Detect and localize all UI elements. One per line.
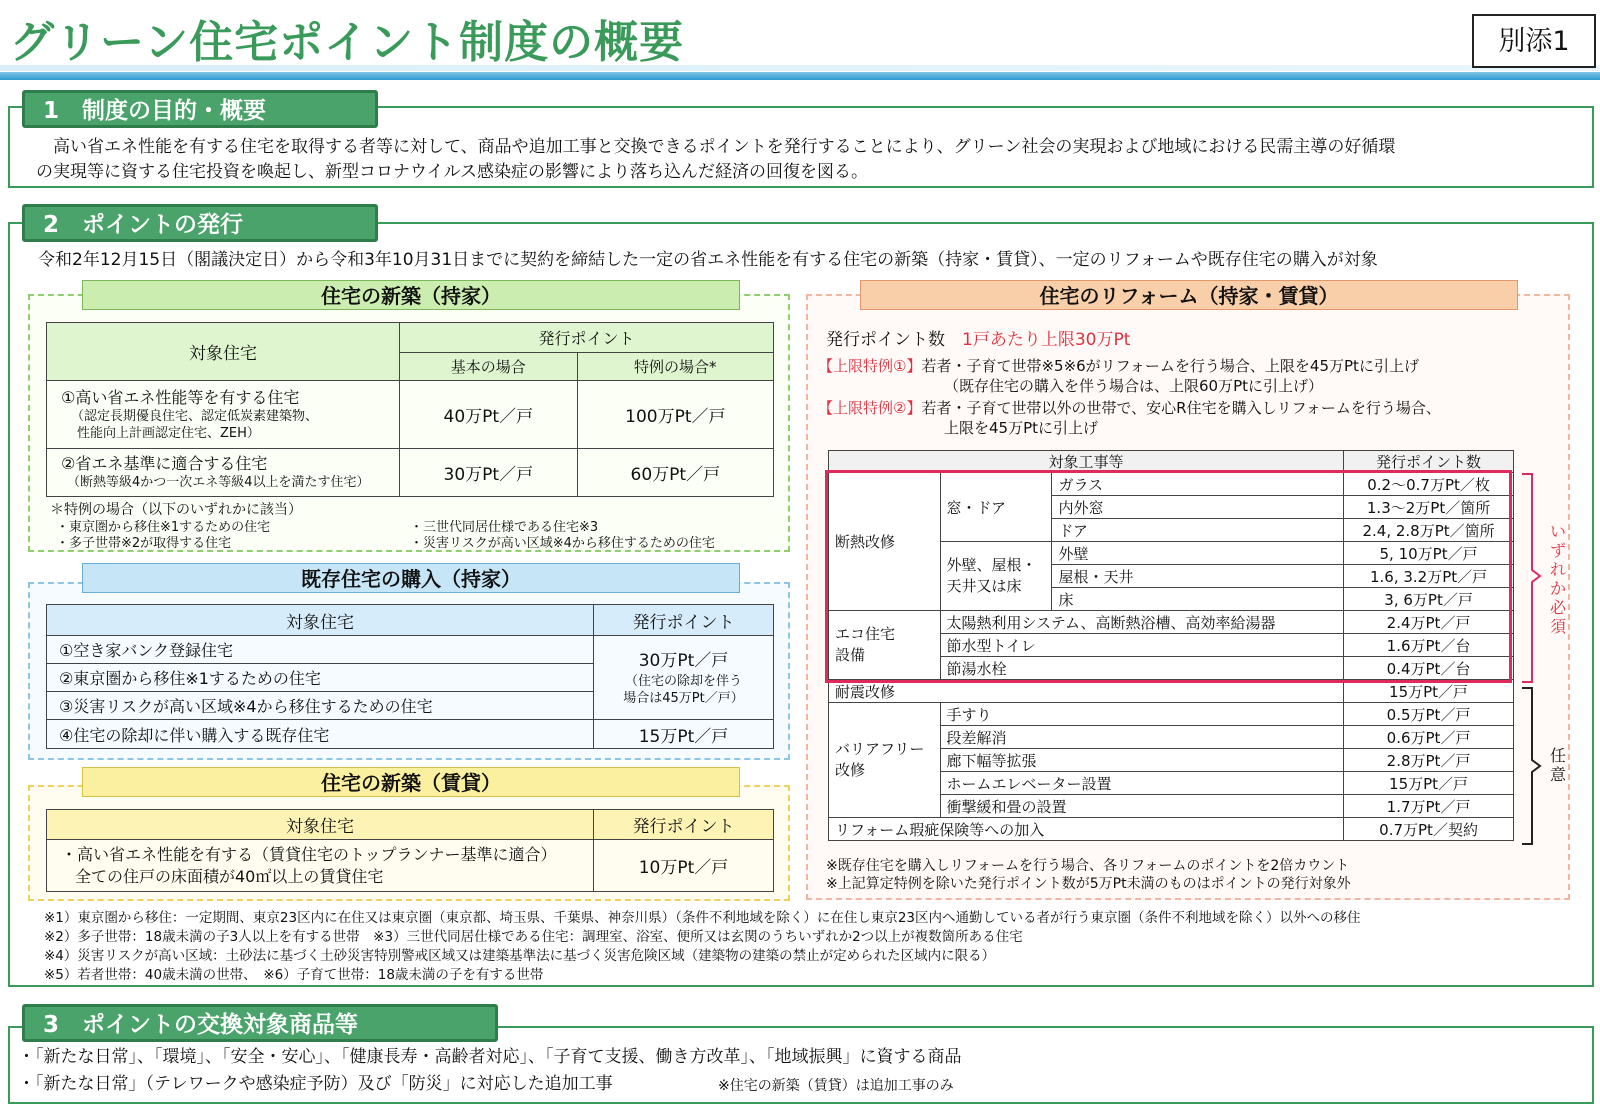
new-own-col-special: 特例の場合* <box>577 353 773 381</box>
new-rent-table <box>46 809 774 892</box>
reform-item-solar: 太陽熱利用システム、高断熱浴槽、高効率給湯器 <box>940 611 1344 634</box>
reform-item-floor: 床 <box>1052 588 1344 611</box>
reform-special2 <box>818 398 1441 418</box>
existing-points-cell <box>594 636 774 720</box>
existing-col-target: 対象住宅 <box>47 605 594 636</box>
attachment-badge: 別添1 <box>1472 14 1596 68</box>
new-own-row2-title: ②省エネ基準に適合する住宅 <box>61 454 268 473</box>
footnote-2: ※2）多子世帯：18歳未満の子3人以上を有する世帯 ※3）三世代同居仕様である住宅：調理室、浴室、便所又は玄関のうちいずれか2つ以上が複数箇所ある住宅 <box>44 929 1023 945</box>
reform-group-window: 窓・ドア <box>940 473 1052 542</box>
existing-row4-points: 15万Pt／戸 <box>594 720 774 749</box>
reform-group-quake: 耐震改修 <box>829 680 1344 703</box>
reform-foot2: ※上記算定特例を除いた発行ポイント数が5万Pt未満のものはポイントの発行対象外 <box>826 876 1351 892</box>
required-bracket <box>1522 474 1540 682</box>
reform-pt-faucet: 0.4万Pt／台 <box>1344 657 1514 680</box>
section3-heading: 3 ポイントの交換対象商品等 <box>22 1004 498 1042</box>
new-own-row1-basic: 40万Pt／戸 <box>400 381 578 449</box>
title-underline <box>0 72 1600 80</box>
existing-points-main: 30万Pt／戸 <box>638 650 729 671</box>
reform-title: 住宅のリフォーム（持家・賃貸） <box>860 280 1518 310</box>
footnote-3: ※4）災害リスクが高い区域：土砂法に基づく土砂災害特別警戒区域又は建築基準法に基づく災害危険区域（建築物の建築の禁止が定められた区域内に限る） <box>44 948 996 964</box>
reform-special2-tag: 【上限特例②】 <box>818 399 922 417</box>
reform-group-warranty: リフォーム瑕疵保険等への加入 <box>829 818 1344 841</box>
new-rent-col-points: 発行ポイント <box>594 810 774 840</box>
new-own-col-points: 発行ポイント <box>400 323 774 353</box>
new-own-row2-detail: （断熱等級4かつ一次エネ等級4以上を満たす住宅） <box>67 475 370 490</box>
existing-col-points: 発行ポイント <box>594 605 774 636</box>
reform-item-faucet: 節湯水栓 <box>940 657 1344 680</box>
reform-pt-toilet: 1.6万Pt／台 <box>1344 634 1514 657</box>
reform-pt-window: 1.3～2万Pt／箇所 <box>1344 496 1514 519</box>
reform-pt-exterior: 5, 10万Pt／戸 <box>1344 542 1514 565</box>
existing-row3: ③災害リスクが高い区域※4から移住するための住宅 <box>47 692 594 720</box>
table-row <box>47 381 400 449</box>
table-row <box>47 840 594 892</box>
new-own-row1-detail1: （認定長期優良住宅、認定低炭素建築物、 <box>71 408 319 424</box>
section3-note: ※住宅の新築（賃貸）は追加工事のみ <box>718 1078 954 1094</box>
reform-special2-line2: 上限を45万Ptに引上げ <box>944 419 1099 437</box>
section3-line1: ・「新たな日常」、「環境」、「安全・安心」、「健康長寿・高齢者対応」、「子育て支援、働き方改革」、「地域振興」に資する商品 <box>18 1047 962 1067</box>
new-own-row1-special: 100万Pt／戸 <box>577 381 773 449</box>
reform-pt-roof: 1.6, 3.2万Pt／戸 <box>1344 565 1514 588</box>
section2-intro: 令和2年12月15日（閣議決定日）から令和3年10月31日までに契約を締結した一定の省エネ性能を有する住宅の新築（持家・賃貸）、一定のリフォームや既存住宅の購入が対象 <box>38 250 1378 270</box>
new-rent-title: 住宅の新築（賃貸） <box>82 767 740 797</box>
new-own-note2: ・多子世帯※2が取得する住宅 <box>56 536 232 551</box>
reform-special2-line1: 若者・子育て世帯以外の世帯で、安心R住宅を購入しリフォームを行う場合、 <box>921 399 1441 417</box>
reform-item-roof: 屋根・天井 <box>1052 565 1344 588</box>
existing-row2: ②東京圏から移住※1するための住宅 <box>47 664 594 692</box>
new-own-row1-title: ①高い省エネ性能等を有する住宅 <box>61 387 300 407</box>
section1-text-line2: の実現等に資する住宅投資を喚起し、新型コロナウイルス感染症の影響により落ち込んだ経済の回復を図る。 <box>36 162 868 182</box>
reform-pt-corridor: 2.8万Pt／戸 <box>1344 749 1514 772</box>
new-own-col-target: 対象住宅 <box>47 323 400 381</box>
reform-foot1: ※既存住宅を購入しリフォームを行う場合、各リフォームのポイントを2倍カウント <box>826 858 1350 874</box>
existing-title: 既存住宅の購入（持家） <box>82 563 740 593</box>
existing-points-sub1: （住宅の除却を伴う <box>624 673 742 689</box>
new-rent-row-line1: ・高い省エネ性能を有する（賃貸住宅のトップランナー基準に適合） <box>61 844 557 864</box>
reform-pt-tatami: 1.7万Pt／戸 <box>1344 795 1514 818</box>
section2-heading: 2 ポイントの発行 <box>22 204 378 242</box>
reform-pt-solar: 2.4万Pt／戸 <box>1344 611 1514 634</box>
reform-item-tatami: 衝撃緩和畳の設置 <box>940 795 1344 818</box>
new-own-col-basic: 基本の場合 <box>400 353 578 381</box>
reform-points-line <box>826 327 1130 353</box>
reform-points-label: 発行ポイント数 <box>826 330 962 350</box>
table-row <box>47 449 400 497</box>
new-rent-row-points: 10万Pt／戸 <box>594 840 774 892</box>
existing-points-sub2: 場合は45万Pt／戸） <box>623 690 744 706</box>
reform-group-insulation: 断熱改修 <box>829 473 941 611</box>
reform-group-eco: エコ住宅 設備 <box>829 611 941 680</box>
existing-row4: ④住宅の除却に伴い購入する既存住宅 <box>47 720 594 749</box>
new-own-note4: ・災害リスクが高い区域※4から移住するための住宅 <box>410 536 715 551</box>
optional-bracket <box>1522 688 1540 844</box>
existing-row1: ①空き家バンク登録住宅 <box>47 636 594 664</box>
reform-pt-step: 0.6万Pt／戸 <box>1344 726 1514 749</box>
reform-group-barrier: バリアフリー 改修 <box>829 703 941 818</box>
required-label: いずれか必須 <box>1549 522 1566 636</box>
new-own-row1-detail2: 性能向上計画認定住宅、ZEH） <box>77 425 260 441</box>
footnote-1: ※1）東京圏から移住：一定期間、東京23区内に在住又は東京圏（東京都、埼玉県、千葉県、神奈川県）（条件不利地域を除く）に在住し東京23区内へ通勤している者が行う東京圏（条件不利地域を除く）以外への移住 <box>44 910 1361 926</box>
existing-table <box>46 604 774 749</box>
reform-special1 <box>818 356 1419 376</box>
reform-pt-handrail: 0.5万Pt／戸 <box>1344 703 1514 726</box>
reform-col-work: 対象工事等 <box>829 451 1344 473</box>
new-own-title: 住宅の新築（持家） <box>82 280 740 310</box>
new-own-table <box>46 322 774 497</box>
reform-item-window: 内外窓 <box>1052 496 1344 519</box>
new-rent-row-line2: 全ての住戸の床面積が40㎡以上の賃貸住宅 <box>75 866 384 886</box>
new-own-note-head: ＊特例の場合（以下のいずれかに該当） <box>50 502 302 518</box>
reform-item-toilet: 節水型トイレ <box>940 634 1344 657</box>
reform-pt-elevator: 15万Pt／戸 <box>1344 772 1514 795</box>
reform-pt-floor: 3, 6万Pt／戸 <box>1344 588 1514 611</box>
reform-pt-quake: 15万Pt／戸 <box>1344 680 1514 703</box>
reform-item-corridor: 廊下幅等拡張 <box>940 749 1344 772</box>
reform-item-exterior: 外壁 <box>1052 542 1344 565</box>
new-own-note1: ・東京圏から移住※1するための住宅 <box>56 520 271 535</box>
new-rent-col-target: 対象住宅 <box>47 810 594 840</box>
footnote-4: ※5）若者世帯：40歳未満の世帯、 ※6）子育て世帯：18歳未満の子を有する世帯 <box>44 967 544 983</box>
section1-text-line1: 高い省エネ性能を有する住宅を取得する者等に対して、商品や追加工事と交換できるポイントを発行することにより、グリーン社会の実現および地域における民需主導の好循環 <box>36 137 1396 157</box>
reform-special1-line2: （既存住宅の購入を伴う場合は、上限60万Ptに引上げ） <box>944 377 1324 395</box>
reform-pt-glass: 0.2～0.7万Pt／枚 <box>1344 473 1514 496</box>
reform-col-points: 発行ポイント数 <box>1344 451 1514 473</box>
bracket-icon <box>1520 470 1550 890</box>
reform-special1-tag: 【上限特例①】 <box>818 357 922 375</box>
optional-label: 任意 <box>1549 746 1566 784</box>
new-own-note3: ・三世代同居仕様である住宅※3 <box>410 520 599 535</box>
reform-item-handrail: 手すり <box>940 703 1344 726</box>
reform-item-step: 段差解消 <box>940 726 1344 749</box>
page-title: グリーン住宅ポイント制度の概要 <box>10 17 685 68</box>
reform-points-value: 1戸あたり上限30万Pt <box>962 330 1131 350</box>
required-highlight-frame <box>825 470 1512 683</box>
new-own-row2-basic: 30万Pt／戸 <box>400 449 578 497</box>
reform-item-door: ドア <box>1052 519 1344 542</box>
reform-pt-warranty: 0.7万Pt／契約 <box>1344 818 1514 841</box>
reform-item-glass: ガラス <box>1052 473 1344 496</box>
new-own-row2-special: 60万Pt／戸 <box>577 449 773 497</box>
reform-pt-door: 2.4, 2.8万Pt／箇所 <box>1344 519 1514 542</box>
reform-item-elevator: ホームエレベーター設置 <box>940 772 1344 795</box>
reform-special1-line1: 若者・子育て世帯※5※6がリフォームを行う場合、上限を45万Ptに引上げ <box>921 357 1419 375</box>
section1-heading: 1 制度の目的・概要 <box>22 90 378 128</box>
section3-line2: ・「新たな日常」（テレワークや感染症予防）及び「防災」に対応した追加工事 <box>18 1074 613 1094</box>
reform-group-wall: 外壁、屋根・ 天井又は床 <box>940 542 1052 611</box>
